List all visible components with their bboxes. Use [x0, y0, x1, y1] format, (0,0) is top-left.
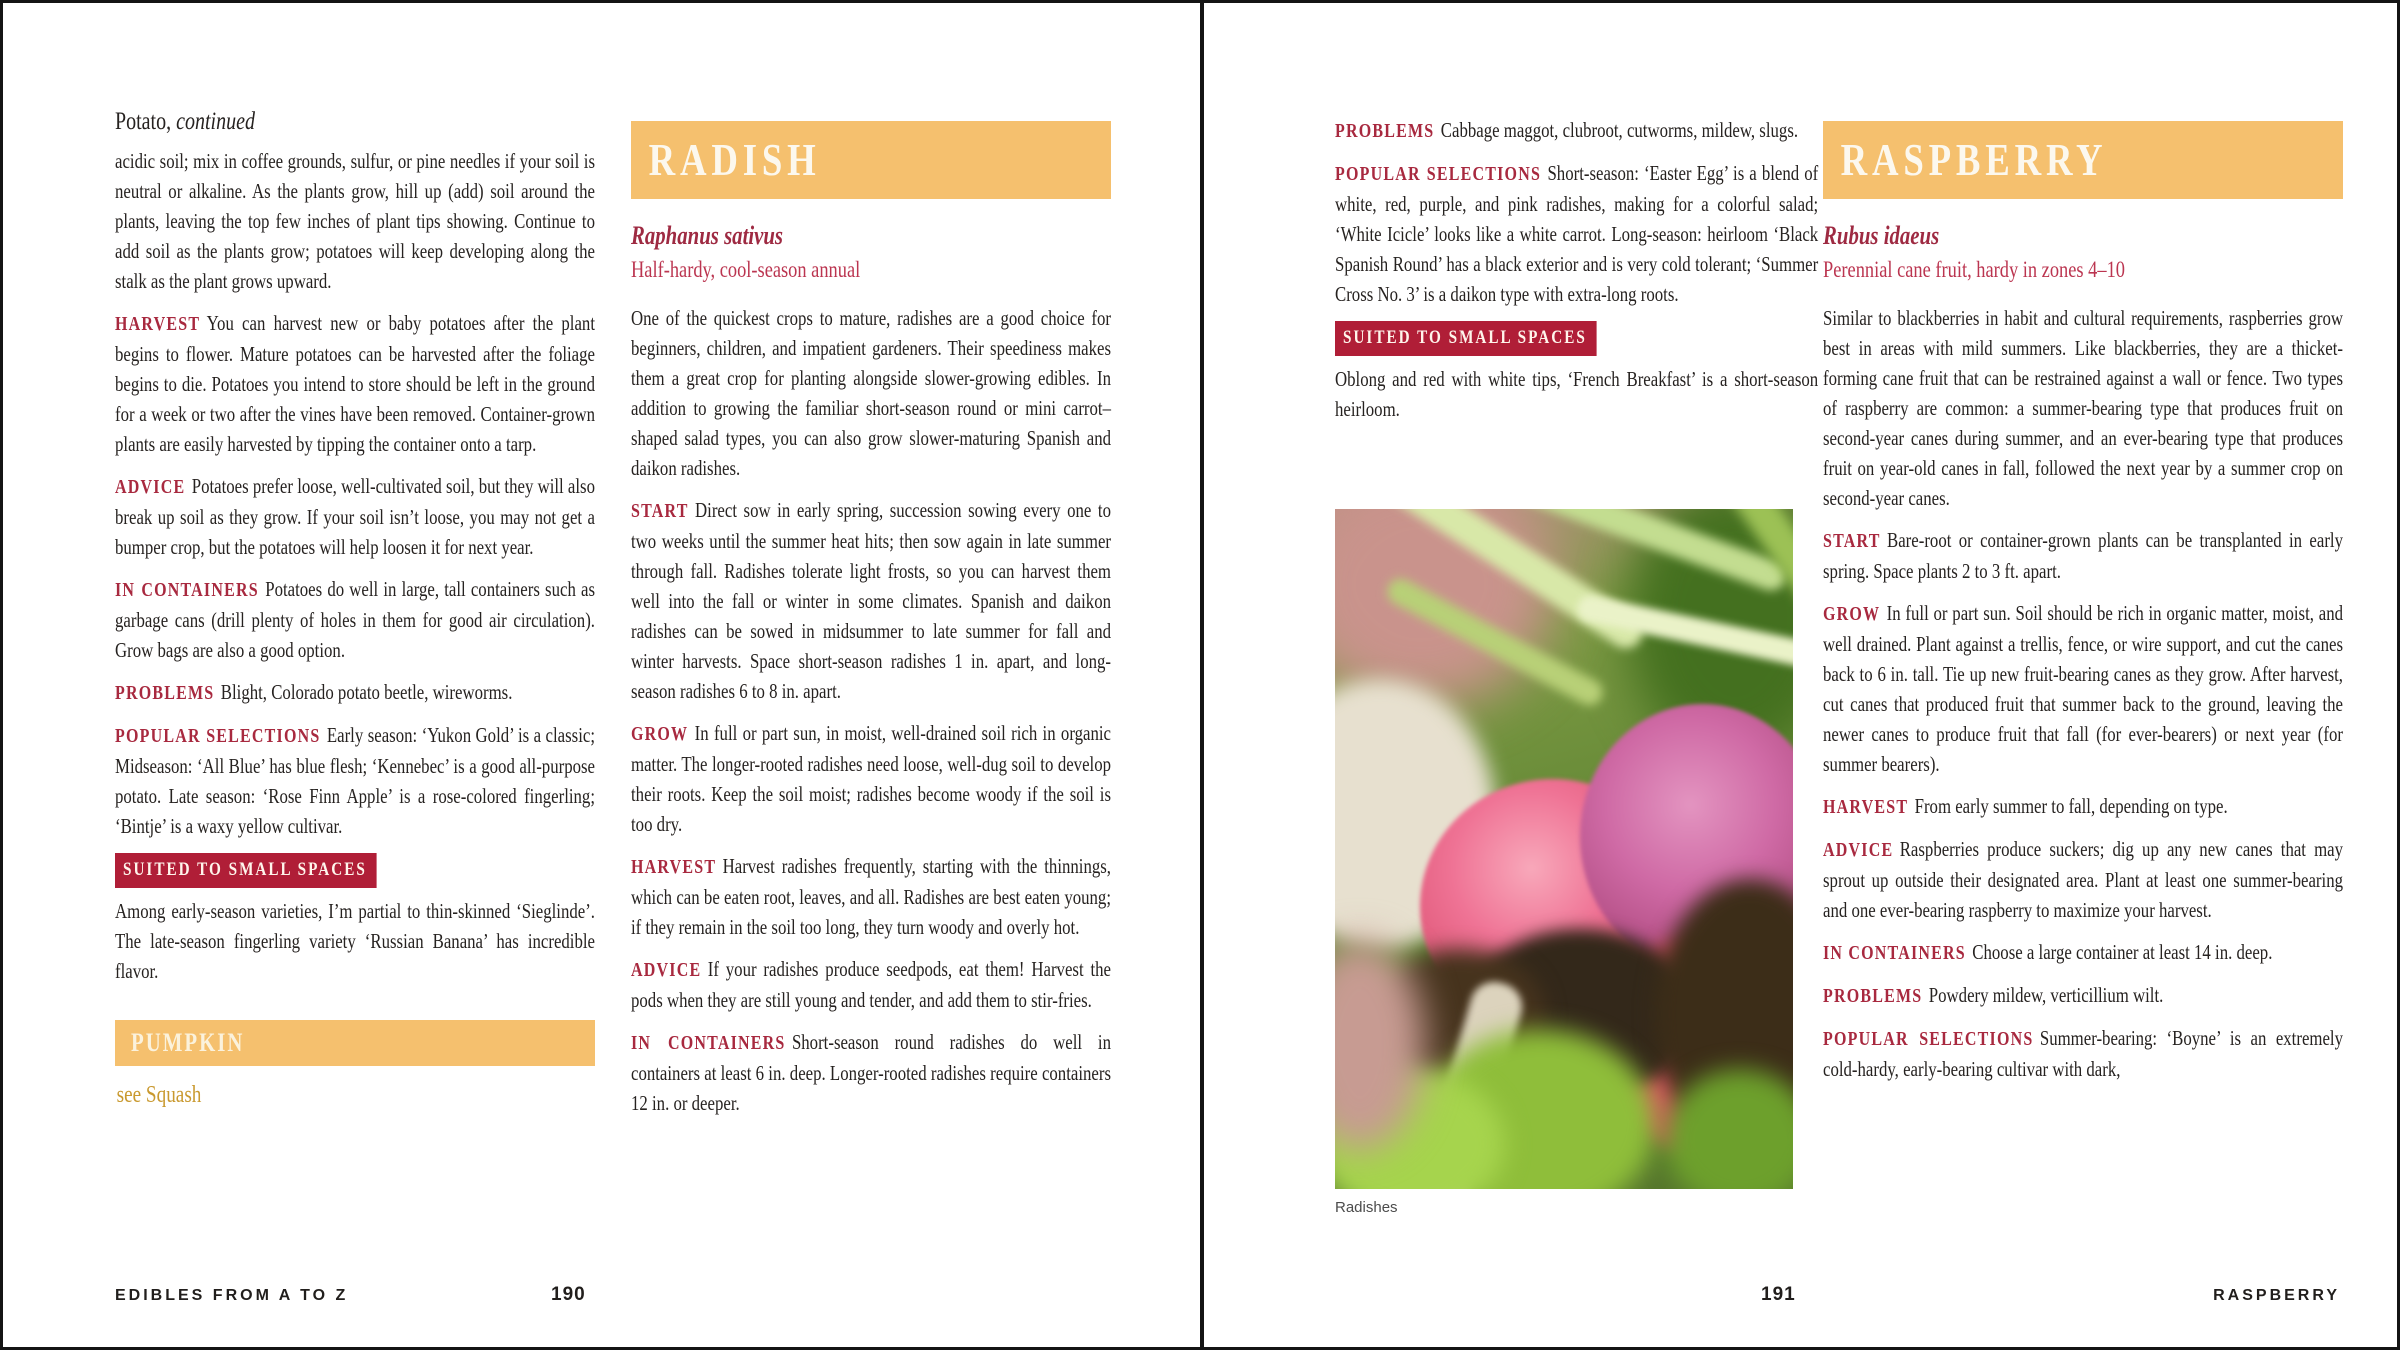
raspberry-advice-paragraph: [1823, 834, 2343, 925]
radish-column: [631, 121, 1111, 1130]
section-text: Raspberries produce suckers; dig up any new canes that may sprout up outside their designated area. Plant at least one summer-bearing and one ever-bearing raspberry to maximize your harvest.: [1823, 837, 2343, 922]
radish-species-name: Raphanus sativus: [631, 221, 784, 250]
radish-continued-column: [1335, 115, 1818, 436]
section-label: HARVEST: [631, 856, 717, 878]
section-label: HARVEST: [115, 313, 201, 335]
radish-intro-paragraph: One of the quickest crops to mature, radishes are a good choice for beginners, children, and impatient gardeners. Their speediness makes them a great crop for planting alongside slower-growing edibles. In addition to growing the familiar short-season round or mini carrot–shaped salad types, you can also grow slower-maturing Spanish and daikon radishes.: [631, 306, 1111, 480]
section-label: POPULAR SELECTIONS: [1335, 163, 1542, 185]
section-text: Direct sow in early spring, succession sowing every one to two weeks until the summer heat hits; then sow again in late summer through fall. Radishes tolerate light frosts, so you can harvest them well into the fall or winter in some climates. Spanish and daikon radishes can be sowed in midsummer to late summer for fall and winter harvests. Space short-season radishes 1 in. apart, and long-season radishes 6 to 8 in. apart.: [631, 498, 1111, 703]
raspberry-problems-paragraph: [1823, 980, 2343, 1011]
potato-selections-paragraph: [115, 720, 595, 841]
raspberry-header-band: [1823, 121, 2343, 199]
section-text: From early summer to fall, depending on type.: [1914, 794, 2228, 818]
section-text: Blight, Colorado potato beetle, wireworms.: [220, 680, 513, 704]
radish-advice-paragraph: [631, 954, 1111, 1015]
raspberry-grow-paragraph: [1823, 598, 2343, 779]
section-text: Choose a large container at least 14 in. deep.: [1972, 940, 2273, 964]
potato-problems-paragraph: [115, 677, 595, 708]
raspberry-species-name: Rubus idaeus: [1823, 221, 1940, 250]
potato-harvest-paragraph: [115, 308, 595, 459]
footer-book-title: EDIBLES FROM A TO Z: [115, 1287, 349, 1304]
pumpkin-entry-header: PUMPKIN: [115, 1020, 595, 1066]
section-text: Potatoes prefer loose, well-cultivated soil, but they will also break up soil as they grow. If your soil isn’t loose, you may not get a bumper crop, but the potatoes will help loosen it for next year.: [115, 474, 595, 559]
radish-grow-paragraph: [631, 718, 1111, 839]
section-label: PROBLEMS: [1335, 120, 1435, 142]
section-label: POPULAR SELECTIONS: [1823, 1028, 2034, 1050]
raspberry-harvest-paragraph: [1823, 791, 2343, 822]
section-label: POPULAR SELECTIONS: [115, 725, 321, 747]
section-text: You can harvest new or baby potatoes after the plant begins to flower. Mature potatoes can be harvested after the foliage begins to die. Potatoes you intend to store should be left in the ground for a week or two after the vines have been removed. Container-grown plants are easily harvested by tipping the container onto a tarp.: [115, 311, 595, 456]
raspberry-start-paragraph: [1823, 525, 2343, 586]
footer-page-number-right: 191: [1761, 1284, 1796, 1305]
section-label: GROW: [1823, 603, 1881, 625]
section-label: PROBLEMS: [115, 682, 215, 704]
potato-continued-heading: [115, 107, 595, 137]
potato-intro-paragraph: acidic soil; mix in coffee grounds, sulfur, or pine needles if your soil is neutral or alkaline. As the plants grow, hill up (add) soil around the plants, leaving the top few inches of plant tips showing. Continue to add soil as the plants grow; potatoes will keep developing along the stalk as the plant grows upward.: [115, 149, 595, 293]
radish-containers-paragraph: [631, 1027, 1111, 1118]
small-spaces-badge: SUITED TO SMALL SPACES: [1335, 321, 1596, 356]
page-gutter-divider: [1200, 3, 1204, 1350]
raspberry-containers-paragraph: [1823, 937, 2343, 968]
section-label: ADVICE: [1823, 839, 1894, 861]
section-text: Short-season: ‘Easter Egg’ is a blend of white, red, purple, and pink radishes, making for a colorful salad; ‘White Icicle’ looks like a white carrot. Long-season: heirloom ‘Black Spanish Round’ has a black exterior and is very cold tolerant; ‘Summer Cross No. 3’ is a daikon type with extra-long roots.: [1335, 161, 1819, 306]
section-label: PROBLEMS: [1823, 985, 1923, 1007]
footer-page-number-left: 190: [551, 1284, 586, 1305]
section-text: If your radishes produce seedpods, eat them! Harvest the pods when they are still young and tender, and add them to stir-fries.: [631, 957, 1111, 1012]
section-label: ADVICE: [631, 959, 702, 981]
raspberry-column: [1823, 121, 2343, 1096]
raspberry-entry-title: RASPBERRY: [1840, 134, 2108, 185]
section-text: Powdery mildew, verticillium wilt.: [1928, 983, 2164, 1007]
radishes-photo: [1335, 509, 1793, 1189]
raspberry-intro-paragraph: Similar to blackberries in habit and cultural requirements, raspberries grow best in areas with mild summers. Like blackberries, they are a thicket-forming cane fruit that can be restrained against a wall or fence. Two types of raspberry are common: a summer-bearing type that produces fruit on second-year canes during summer, and an ever-bearing type that produces fruit on year-old canes in fall, followed the next year by a summer crop on second-year canes.: [1823, 306, 2343, 510]
section-label: IN CONTAINERS: [631, 1032, 786, 1054]
section-label: IN CONTAINERS: [1823, 942, 1966, 964]
section-text: In full or part sun. Soil should be rich in organic matter, moist, and well drained. Plant against a trellis, fence, or wire support, and cut the canes back to 6 in. tall. Tie up new fruit-bearing canes as they grow. After harvest, cut canes that produced fruit that summer back to the ground, leaving the newer canes to produce fruit that fall (for ever-bearers) or next year (for summer bearers).: [1823, 601, 2343, 776]
section-label: START: [631, 500, 689, 522]
section-label: START: [1823, 530, 1881, 552]
section-label: HARVEST: [1823, 796, 1909, 818]
footer-chapter-name: RASPBERRY: [2213, 1287, 2340, 1304]
radish-hardiness: Half-hardy, cool-season annual: [631, 257, 861, 282]
radish-harvest-paragraph: [631, 851, 1111, 942]
section-text: Potatoes do well in large, tall containers such as garbage cans (drill plenty of holes in them for good air circulation). Grow bags are also a good option.: [115, 577, 595, 662]
section-text: Early season: ‘Yukon Gold’ is a classic; Midseason: ‘All Blue’ has blue flesh; ‘Kennebec’ is a good all-purpose potato. Late season: ‘Rose Finn Apple’ is a rose-colored fingerling; ‘Bintje’ is a waxy yellow cultivar.: [115, 723, 595, 838]
section-label: GROW: [631, 723, 689, 745]
section-text: In full or part sun, in moist, well-drained soil rich in organic matter. The longer-rooted radishes need loose, well-dug soil to develop their roots. Keep the soil moist; radishes become woody if the soil is too dry.: [631, 721, 1111, 836]
potato-heading-continued: continued: [176, 108, 255, 135]
radish-header-band: [631, 121, 1111, 199]
section-text: Bare-root or container-grown plants can be transplanted in early spring. Space plants 2 to 3 ft. apart.: [1823, 528, 2343, 583]
potato-advice-paragraph: [115, 471, 595, 562]
section-text: Short-season round radishes do well in containers at least 6 in. deep. Longer-rooted radishes require containers 12 in. or deeper.: [631, 1030, 1111, 1115]
radish-selections-paragraph: [1335, 158, 1818, 309]
section-text: Cabbage maggot, clubroot, cutworms, mildew, slugs.: [1440, 118, 1799, 142]
pumpkin-cross-reference: see Squash: [116, 1082, 202, 1108]
potato-column: [115, 107, 595, 1110]
raspberry-selections-paragraph: [1823, 1023, 2343, 1084]
small-spaces-badge: SUITED TO SMALL SPACES: [115, 853, 376, 888]
photo-caption: Radishes: [1335, 1199, 1398, 1216]
radish-start-paragraph: [631, 495, 1111, 706]
section-label: IN CONTAINERS: [115, 579, 259, 601]
potato-containers-paragraph: [115, 574, 595, 665]
potato-small-spaces-text: Among early-season varieties, I’m partial to thin-skinned ‘Sieglinde’. The late-season fingerling variety ‘Russian Banana’ has incredible flavor.: [115, 899, 595, 983]
section-text: Harvest radishes frequently, starting with the thinnings, which can be eaten root, leaves, and all. Radishes are best eaten young; if they remain in the soil too long, they turn woody and overly hot.: [631, 854, 1111, 939]
radish-small-spaces-text: Oblong and red with white tips, ‘French Breakfast’ is a short-season heirloom.: [1335, 367, 1819, 421]
potato-heading-name: Potato,: [115, 108, 172, 135]
section-label: ADVICE: [115, 476, 186, 498]
section-text: Summer-bearing: ‘Boyne’ is an extremely cold-hardy, early-bearing cultivar with dark,: [1823, 1026, 2343, 1081]
radish-entry-title: RADISH: [648, 134, 821, 185]
radish-problems-paragraph: [1335, 115, 1818, 146]
raspberry-hardiness: Perennial cane fruit, hardy in zones 4–10: [1823, 257, 2125, 282]
